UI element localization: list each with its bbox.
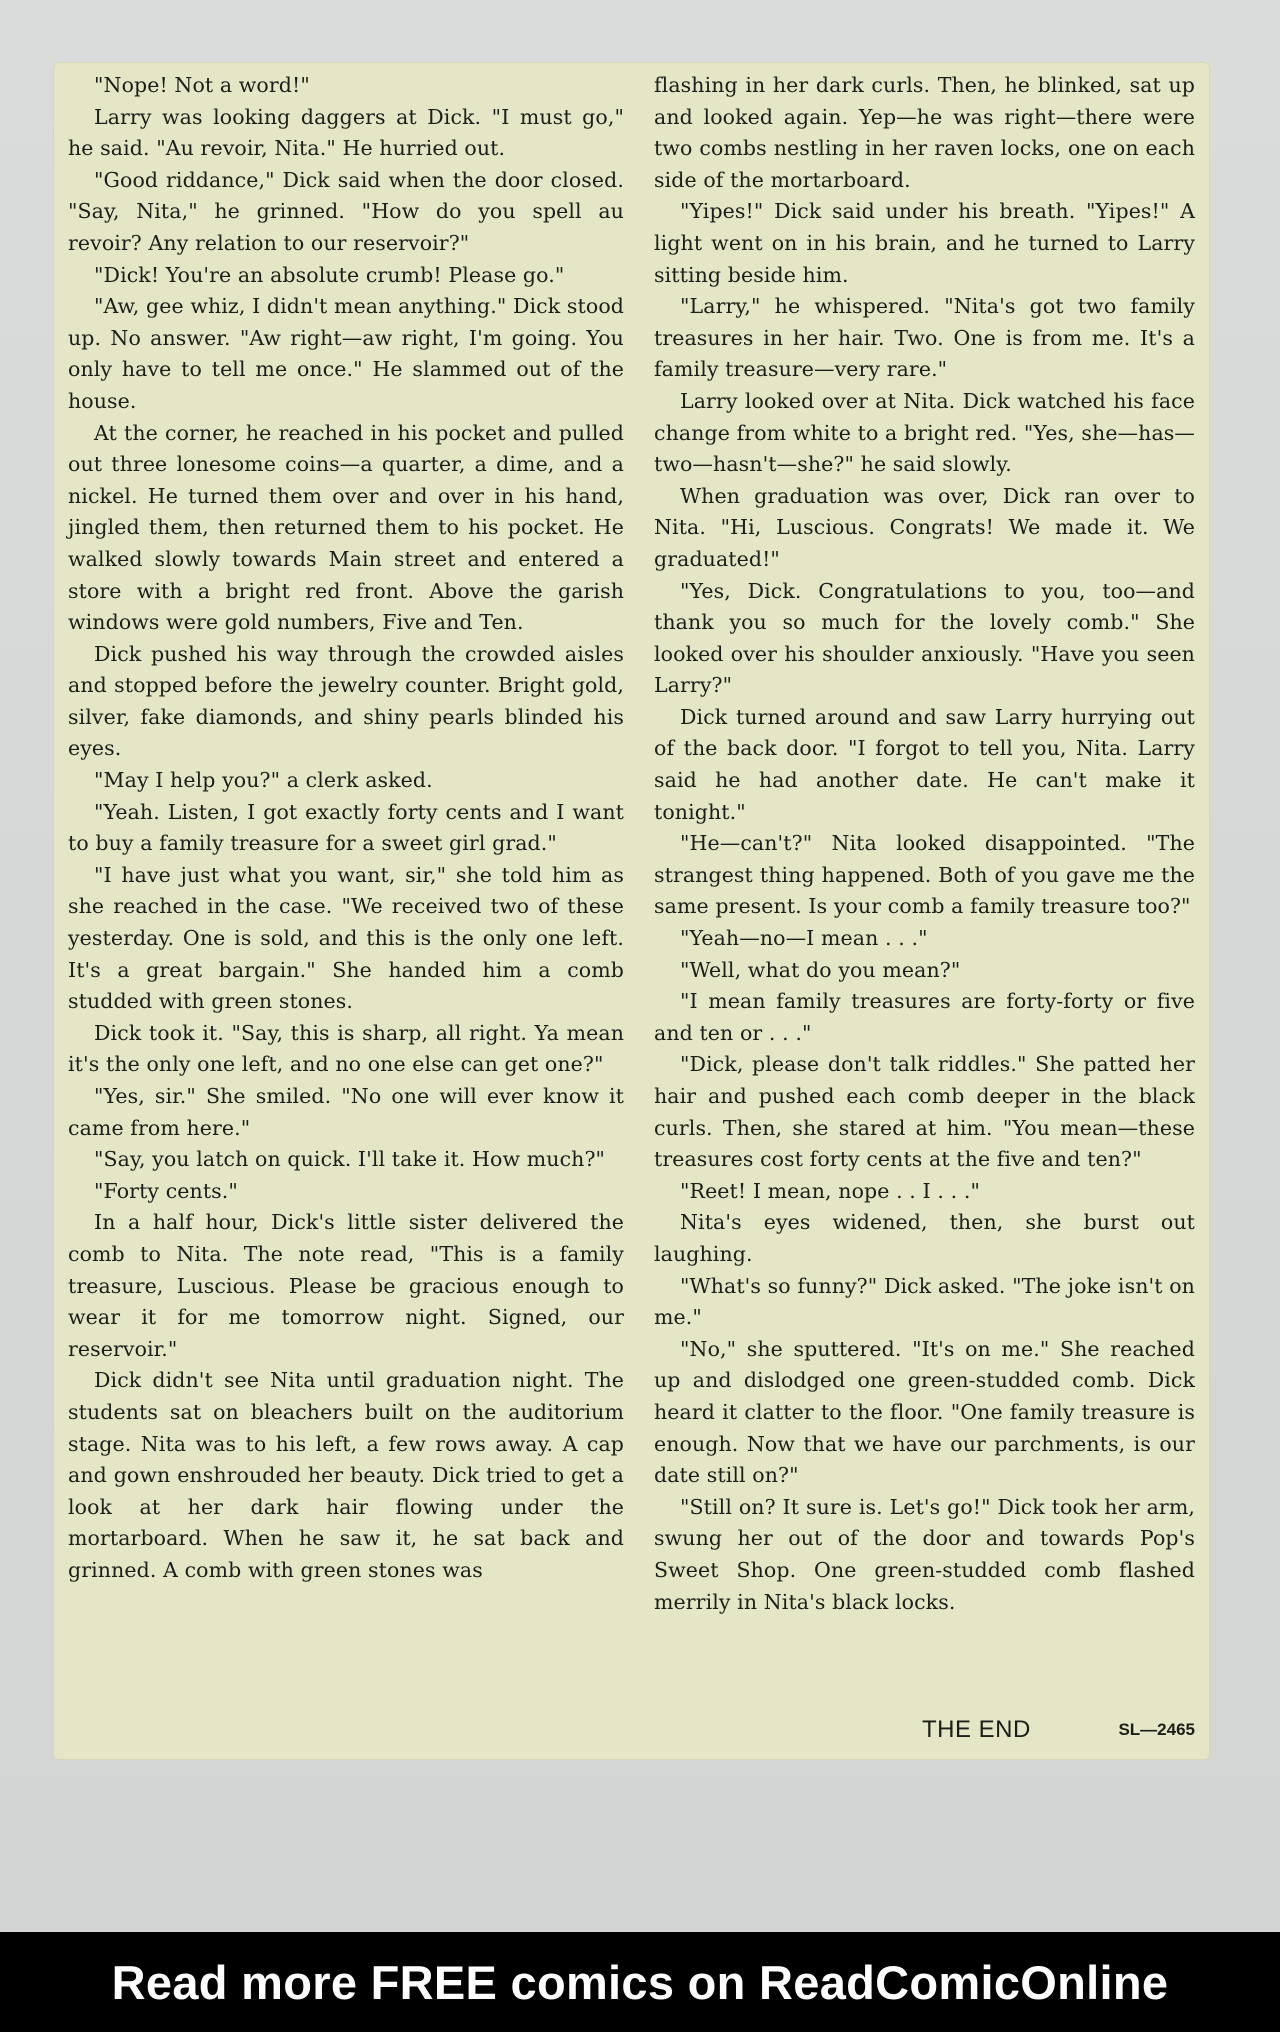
text-panel bbox=[53, 62, 1210, 1760]
paragraph: "Reet! I mean, nope . . I . . ." bbox=[680, 1178, 980, 1203]
paragraph: "May I help you?" a clerk asked. bbox=[94, 768, 433, 793]
paragraph: "Dick! You're an absolute crumb! Please go." bbox=[94, 262, 565, 287]
paragraph: Dick didn't see Nita until graduation night. The students sat on bleachers built on the auditorium stage. Nita was to his left, a few rows away. A cap and gown enshrouded her beauty. Dick tried to get a look at her dark hair flowing under the mortarboard. When he saw it, he sat back and grinned. A comb with green stones was bbox=[68, 1368, 624, 1582]
paragraph: "Larry," he whispered. "Nita's got two family treasures in her hair. Two. One is from me. It's a family treasure—very rare." bbox=[654, 294, 1195, 382]
paragraph: "Nope! Not a word!" bbox=[94, 73, 310, 97]
story-footer bbox=[654, 1716, 1195, 1748]
paragraph: "I have just what you want, sir," she told him as she reached in the case. "We received two of these yesterday. One is sold, and this is the only one left. It's a great bargain." She handed him a comb studded with green stones. bbox=[68, 862, 624, 1014]
paragraph: "Dick, please don't talk riddles." She patted her hair and pushed each comb deeper in the black curls. Then, she stared at him. "You mean—these treasures cost forty cents at the five and ten?" bbox=[654, 1052, 1195, 1172]
paragraph: "Yes, Dick. Congratulations to you, too—and thank you so much for the lovely comb." She looked over his shoulder anxiously. "Have you seen Larry?" bbox=[654, 578, 1195, 698]
paragraph: "Yeah—no—I mean . . ." bbox=[680, 926, 928, 951]
story-column-right bbox=[654, 70, 1195, 1618]
paragraph: "Still on? It sure is. Let's go!" Dick took her arm, swung her out of the door and towards Pop's Sweet Shop. One green-studded comb flashed merrily in Nita's black locks. bbox=[654, 1494, 1195, 1614]
promo-banner[interactable] bbox=[0, 1932, 1280, 2032]
paragraph: At the corner, he reached in his pocket and pulled out three lonesome coins—a quarter, a dime, and a nickel. He turned them over and over in his hand, jingled them, then returned them to his pocket. He walked slowly towards Main street and entered a store with a bright red front. Above the garish windows were gold numbers, Five and Ten. bbox=[68, 420, 624, 635]
paragraph: "Aw, gee whiz, I didn't mean anything." Dick stood up. No answer. "Aw right—aw right, I'm going. You only have to tell me once." He slammed out of the house. bbox=[68, 294, 624, 413]
paragraph: "He—can't?" Nita looked disappointed. "The strangest thing happened. Both of you gave me the same present. Is your comb a family treasure too?" bbox=[654, 831, 1195, 919]
paragraph: Dick took it. "Say, this is sharp, all right. Ya mean it's the only one left, and no one else can get one?" bbox=[68, 1020, 624, 1077]
paragraph: In a half hour, Dick's little sister delivered the comb to Nita. The note read, "This is a family treasure, Luscious. Please be gracious enough to wear it for me tomorrow night. Signed, our reservoir." bbox=[68, 1210, 624, 1361]
paragraph: "Forty cents." bbox=[94, 1178, 238, 1203]
paragraph: When graduation was over, Dick ran over to Nita. "Hi, Luscious. Congrats! We made it. We graduated!" bbox=[654, 483, 1195, 571]
paragraph: Nita's eyes widened, then, she burst out laughing. bbox=[654, 1210, 1195, 1266]
paragraph: "No," she sputtered. "It's on me." She reached up and dislodged one green-studded comb. Dick heard it clatter to the floor. "One family treasure is enough. Now that we have our parchments, is our date still on?" bbox=[654, 1336, 1195, 1488]
paragraph: "Well, what do you mean?" bbox=[680, 957, 961, 982]
story-column-left bbox=[68, 70, 624, 1587]
paragraph: "I mean family treasures are forty-forty or five and ten or . . ." bbox=[654, 989, 1195, 1045]
paragraph: flashing in her dark curls. Then, he blinked, sat up and looked again. Yep—he was right—there were two combs nestling in her raven locks, one on each side of the mortarboard. bbox=[654, 73, 1195, 192]
paragraph: Dick pushed his way through the crowded aisles and stopped before the jewelry counter. Bright gold, silver, fake diamonds, and shiny pearls blinded his eyes. bbox=[68, 641, 624, 761]
paragraph: Dick turned around and saw Larry hurrying out of the back door. "I forgot to tell you, Nita. Larry said he had another date. He can't make it tonight." bbox=[654, 704, 1195, 824]
paragraph: "Yipes!" Dick said under his breath. "Yipes!" A light went on in his brain, and he turned to Larry sitting beside him. bbox=[654, 199, 1195, 287]
paragraph: "Yeah. Listen, I got exactly forty cents and I want to buy a family treasure for a sweet girl grad." bbox=[68, 799, 624, 856]
paragraph: "Say, you latch on quick. I'll take it. How much?" bbox=[94, 1147, 606, 1172]
promo-banner-text[interactable]: Read more FREE comics on ReadComicOnline bbox=[111, 1955, 1169, 2009]
paragraph: "Yes, sir." She smiled. "No one will ever know it came from here." bbox=[68, 1084, 624, 1140]
paragraph: "Good riddance," Dick said when the door closed. "Say, Nita," he grinned. "How do you spell au revoir? Any relation to our reservoir?" bbox=[68, 167, 624, 255]
page-code: SL—2465 bbox=[1118, 1720, 1195, 1739]
paragraph: Larry was looking daggers at Dick. "I must go," he said. "Au revoir, Nita." He hurried out. bbox=[68, 104, 624, 161]
paragraph: "What's so funny?" Dick asked. "The joke isn't on me." bbox=[654, 1273, 1195, 1330]
paragraph: Larry looked over at Nita. Dick watched his face change from white to a bright red. "Yes, she—has—two—hasn't—she?" he said slowly. bbox=[654, 388, 1195, 477]
the-end-label: THE END bbox=[922, 1716, 1031, 1743]
